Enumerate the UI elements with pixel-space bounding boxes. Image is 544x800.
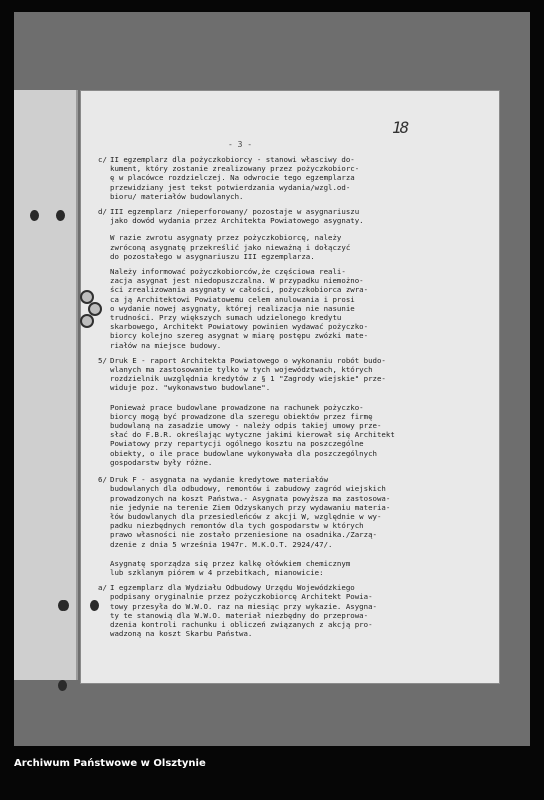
punch-hole [56,210,65,221]
text-line: ty te stanowią dla W.W.O. materiał niezbędny do przeprowa- [110,610,369,620]
page-number: - 3 - [228,140,253,149]
text-line: wadzoną na koszt Skarbu Państwa. [110,629,253,639]
text-line: przewidziany jest tekst potwierdzania wydania/wzgl.od- [110,182,351,192]
text-line: prowadzonych na koszt Państwa.- Asygnata powyższa ma zastosowa- [110,493,391,503]
document-paragraph [98,583,478,639]
text-line: Ponieważ prace budowlane prowadzone na rachunek pożyczko- [110,402,364,412]
text-line: I egzemplarz dla Wydziału Odbudowy Urzędu Wojewódzkiego [110,583,355,593]
text-line: lub szklanym piórem w 4 przebitkach, mianowicie: [110,567,324,577]
document-paragraph [98,475,478,549]
document-paragraph [98,355,478,393]
text-line: gospodarstw były różne. [110,457,213,467]
text-line: kument, który zostanie zrealizowany przez pożyczkobiorc- [110,164,360,174]
document-body [98,155,478,642]
text-line: trudności. Przy większych sumach udzielonego kredytu [110,313,342,323]
handwritten-folio-mark: 18 [392,118,408,137]
text-line: budowlaną na zasadzie umowy - należy odpis takiej umowy prze- [110,421,382,431]
text-line: Druk F - asygnata na wydanie kredytowe materiałów [110,475,329,485]
text-line: Druk E - raport Architekta Powiatowego o wykonaniu robót budo- [110,355,386,365]
punch-hole [58,680,67,691]
document-paragraph [110,233,478,261]
text-line: ści zrealizowania asygnaty w całości, pożyczkobiorca zwra- [110,285,369,295]
document-paragraph [98,155,478,201]
paragraph-label: 6/ [98,475,107,485]
text-line: widuje poz. "wykonawstwo budowlane". [110,383,271,393]
document-paragraph [98,207,478,226]
text-line: dzenia kontroli rachunku i obliczeń związanych z akcją pro- [110,619,373,629]
text-line: słać do F.B.R. określając wytyczne jakimi kierował się Architekt [110,430,395,440]
document-paragraph [110,267,478,350]
text-line: padku niezbędnych remontów dla tych gospodarstw w których [110,521,364,531]
text-line: Asygnatę sporządza się przez kalkę ołówkiem chemicznym [110,558,351,568]
text-line: nie jedynie na terenie Ziem Odzyskanych przy wydawaniu materia- [110,502,391,512]
text-line: W razie zwrotu asygnaty przez pożyczkobiorcę, należy [110,233,342,243]
text-line: Należy informować pożyczkobiorców,że częściowa reali- [110,267,346,277]
archive-footer: Archiwum Państwowe w Olsztynie [14,758,206,769]
text-line: bioru/ materiałów budowlanych. [110,191,244,201]
paragraph-label: c/ [98,155,107,164]
text-line: podpisany oryginalnie przez pożyczkobiorcę Architekt Powia- [110,592,373,602]
text-line: budowlanych dla odbudowy, remontów i zabudowy zagród wiejskich [110,484,386,494]
binder-ring [80,314,94,328]
document-paragraph [110,403,478,467]
punch-hole [60,600,69,611]
document-paragraph [110,559,478,577]
text-line: prawo własności nie zostało przeniesione na osadnika./Zarzą- [110,530,377,540]
paragraph-label: a/ [98,583,107,593]
text-line: biorcy mogą być prowadzone dla szeregu obiektów przez firmę [110,411,373,421]
paragraph-label: 5/ [98,355,107,365]
text-line: ę w placówce rozdzielczej. Na odwrocie tego egzemplarza [110,173,355,183]
text-line: zwróconą asygnatę przekreślić jako nieważną i dołączyć [110,242,351,252]
text-line: Powiatowy przy repartycji ogólnego kosztu na poszczególne [110,439,364,449]
text-line: wlanych ma zastosowanie tylko w tych województwach, których [110,365,373,375]
text-line: do pozostałego w asygnariuszu III egzemplarza. [110,251,315,261]
text-line: dzenie z dnia 5 września 1947r. M.K.O.T. 2924/47/. [110,539,333,549]
paragraph-label: d/ [98,207,107,217]
text-line: III egzemplarz /nieperforowany/ pozostaje w asygnariuszu [110,207,360,217]
previous-page-edge [14,90,78,680]
text-line: zacja asygnat jest niedopuszczalna. W przypadku niemożno- [110,276,364,286]
text-line: o wydanie nowej asygnaty, której realizacja nie nasunie [110,303,355,313]
punch-hole [90,600,99,611]
text-line: skarbowego, Architekt Powiatowy powinien wydawać pożyczko- [110,322,369,332]
text-line: jako dowód wydania przez Architekta Powiatowego asygnaty. [110,216,364,226]
text-line: rozdzielnik uwzględnia kredytów z § 1 "Zagrody wiejskie" prze- [110,374,386,384]
text-line: łów budowlanych dla przesiedleńców z akcji W, względnie w wy- [110,511,382,521]
text-line: ca ją Architektowi Powiatowemu celem anulowania i prosi [110,294,355,304]
text-line: biorcy kolejno szereg asygnat w miarę postępu zwózki mate- [110,331,369,341]
text-line: towy przesyła do W.W.O. raz na miesiąc przy wykazie. Asygna- [110,601,377,611]
text-line: obiekty, o ile prace budowlane wykonywała dla poszczególnych [110,448,377,458]
text-line: II egzemplarz dla pożyczkobiorcy - stanowi własciwy do- [110,155,355,164]
text-line: riałów na miejsce budowy. [110,340,222,350]
punch-hole [30,210,39,221]
